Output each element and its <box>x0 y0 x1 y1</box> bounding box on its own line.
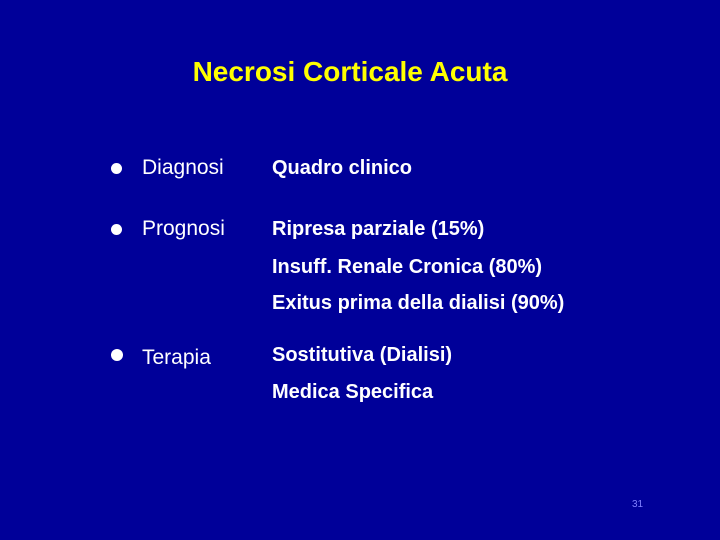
bullet-dot-icon <box>111 163 122 174</box>
bullet-dot-icon <box>111 224 122 235</box>
row-detail-line: Sostitutiva (Dialisi) <box>272 344 453 366</box>
row-detail-line: Exitus prima della dialisi (90%) <box>272 292 565 314</box>
bullet-dot-icon <box>111 349 123 361</box>
row-detail-line: Quadro clinico <box>272 157 413 179</box>
row-detail-line: Ripresa parziale (15%) <box>272 218 485 240</box>
slide-title: Necrosi Corticale Acuta <box>192 56 508 87</box>
row-detail-line: Medica Specifica <box>272 381 434 403</box>
page-number: 31 <box>632 499 644 510</box>
row-detail-line: Insuff. Renale Cronica (80%) <box>272 256 543 278</box>
row-label-prognosi: Prognosi <box>142 217 225 240</box>
row-label-terapia: Terapia <box>142 346 211 369</box>
row-label-diagnosi: Diagnosi <box>142 156 224 179</box>
